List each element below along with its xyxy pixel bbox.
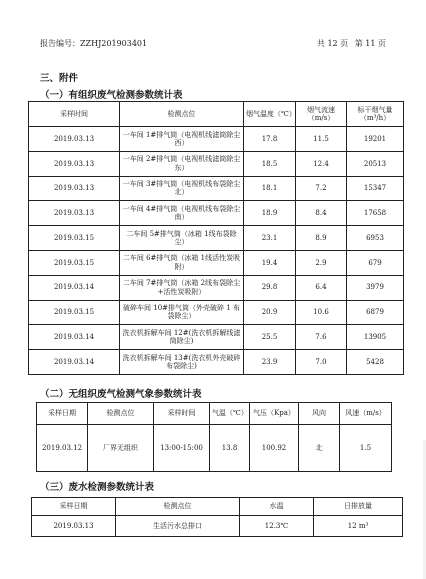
table-cell: 18.9 xyxy=(244,201,296,226)
table-cell: 一车间 2#排气筒（电视机线滤筒除尘东） xyxy=(120,151,244,176)
table-cell: 洗衣机拆解车间 12#(洗衣机拆解线滤筒除尘) xyxy=(120,325,244,350)
table-cell: 2019.03.13 xyxy=(32,516,116,537)
table-row xyxy=(29,151,404,176)
table-cell: 25.5 xyxy=(244,325,296,350)
table-cell: 厂界无组织 xyxy=(88,425,154,472)
table-cell: 11.5 xyxy=(296,127,347,152)
column-header xyxy=(347,102,404,127)
table-header-row xyxy=(29,102,404,127)
table-cell: 12.4 xyxy=(296,151,347,176)
column-header: 烟气温度（℃） xyxy=(244,102,296,127)
column-header: 采样时间 xyxy=(154,403,210,425)
table-cell: 13:00-15:00 xyxy=(154,425,210,472)
table-cell: 二车间 5#排气筒（冰箱 1线布袋除尘） xyxy=(120,226,244,251)
column-header: 水温 xyxy=(240,498,314,516)
table-cell: 2019.03.14 xyxy=(29,325,120,350)
organized-gas-title: （一）有组织废气检测参数统计表 xyxy=(40,90,183,101)
table-cell: 23.1 xyxy=(244,226,296,251)
table-cell: 3979 xyxy=(347,275,404,300)
table-cell: 12.3℃ xyxy=(240,516,314,537)
table-cell: 679 xyxy=(347,250,404,275)
table-row xyxy=(32,516,403,537)
table-row xyxy=(29,176,404,201)
table-cell: 19.4 xyxy=(244,250,296,275)
table-cell: 8.9 xyxy=(296,226,347,251)
table-cell: 2019.03.15 xyxy=(29,250,120,275)
column-header: 风向 xyxy=(299,403,340,425)
unorganized-gas-title: （二）无组织废气检测气象参数统计表 xyxy=(40,389,202,400)
table-cell: 北 xyxy=(299,425,340,472)
table-cell: 二车间 7#排气筒（冰箱 2线布袋除尘+活性炭吸附） xyxy=(120,275,244,300)
table-cell: 17658 xyxy=(347,201,404,226)
column-header: 采样日期 xyxy=(32,498,116,516)
organized-gas-table xyxy=(28,101,404,375)
table-cell: 23.9 xyxy=(244,350,296,375)
table-row xyxy=(29,325,404,350)
page-number: 第 11 页 xyxy=(354,39,386,48)
table-cell: 2019.03.14 xyxy=(29,275,120,300)
column-header: 气温（℃） xyxy=(210,403,250,425)
column-header: 烟气流速（m/s） xyxy=(296,102,347,127)
table-cell: 10.6 xyxy=(296,300,347,325)
unorganized-gas-table xyxy=(36,402,392,472)
table-cell: 12 m³ xyxy=(314,516,403,537)
column-header: 采样时间 xyxy=(29,102,120,127)
column-header: 检测点位 xyxy=(116,498,240,516)
table-cell: 破碎车间 10#排气筒（外壳破碎 1 布袋除尘） xyxy=(120,300,244,325)
table-cell: 18.1 xyxy=(244,176,296,201)
column-header: 采样日期 xyxy=(37,403,88,425)
table-cell: 2019.03.12 xyxy=(37,425,88,472)
table-cell: 一车间 4#排气筒（电视机线布袋除尘南） xyxy=(120,201,244,226)
table-header-row xyxy=(32,498,403,516)
wastewater-table xyxy=(31,497,403,537)
table-cell: 17.8 xyxy=(244,127,296,152)
wastewater-title: （三）废水检测参数统计表 xyxy=(40,482,155,493)
column-header: 日排放量 xyxy=(314,498,403,516)
column-header: 检测点位 xyxy=(120,102,244,127)
table-cell: 二车间 6#排气筒（冰箱 1线活性炭吸附） xyxy=(120,250,244,275)
page-header xyxy=(40,38,386,50)
table-cell: 7.6 xyxy=(296,325,347,350)
table-cell: 29.8 xyxy=(244,275,296,300)
table-cell: 2019.03.15 xyxy=(29,226,120,251)
table-row xyxy=(29,250,404,275)
table-header-row xyxy=(37,403,392,425)
column-header-label: 标干烟气量（m³/h） xyxy=(357,105,393,122)
table-row xyxy=(29,127,404,152)
table-cell: 2.9 xyxy=(296,250,347,275)
column-header: 检测点位 xyxy=(88,403,154,425)
section-title: 三、附件 xyxy=(40,73,79,84)
table-cell: 1.5 xyxy=(340,425,392,472)
table-cell: 2019.03.13 xyxy=(29,201,120,226)
table-cell: 6953 xyxy=(347,226,404,251)
column-header: 风速（m/s） xyxy=(340,403,392,425)
table-row xyxy=(37,425,392,472)
table-cell: 2019.03.13 xyxy=(29,151,120,176)
table-cell: 7.0 xyxy=(296,350,347,375)
table-cell: 一车间 3#排气筒（电视机线布袋除尘北） xyxy=(120,176,244,201)
table-cell: 100.92 xyxy=(250,425,299,472)
table-row xyxy=(29,350,404,375)
table-cell: 6879 xyxy=(347,300,404,325)
table-row xyxy=(29,226,404,251)
table-cell: 13905 xyxy=(347,325,404,350)
table-cell: 2019.03.15 xyxy=(29,300,120,325)
table-row xyxy=(29,300,404,325)
report-number: 报告编号：ZZHJ201903401 xyxy=(40,39,148,48)
table-row xyxy=(29,201,404,226)
table-cell: 2019.03.13 xyxy=(29,127,120,152)
total-pages: 共 12 页 xyxy=(316,39,349,48)
unorganized-gas-rows xyxy=(37,425,392,472)
table-cell: 生活污水总排口 xyxy=(116,516,240,537)
page-counter xyxy=(313,38,386,49)
table-cell: 洗衣机拆解车间 13#(洗衣机外壳破碎布袋除尘) xyxy=(120,350,244,375)
table-cell: 2019.03.13 xyxy=(29,176,120,201)
table-cell: 6.4 xyxy=(296,275,347,300)
organized-gas-rows xyxy=(29,127,404,375)
table-cell: 13.8 xyxy=(210,425,250,472)
table-cell: 7.2 xyxy=(296,176,347,201)
table-cell: 19201 xyxy=(347,127,404,152)
table-row xyxy=(29,275,404,300)
wastewater-rows xyxy=(32,516,403,537)
table-cell: 18.5 xyxy=(244,151,296,176)
table-cell: 2019.03.14 xyxy=(29,350,120,375)
column-header: 气压（Kpa） xyxy=(250,403,299,425)
table-cell: 20513 xyxy=(347,151,404,176)
table-cell: 15347 xyxy=(347,176,404,201)
table-cell: 20.9 xyxy=(244,300,296,325)
table-cell: 5428 xyxy=(347,350,404,375)
table-cell: 8.4 xyxy=(296,201,347,226)
table-cell: 一车间 1#排气筒（电视机线滤筒除尘西） xyxy=(120,127,244,152)
